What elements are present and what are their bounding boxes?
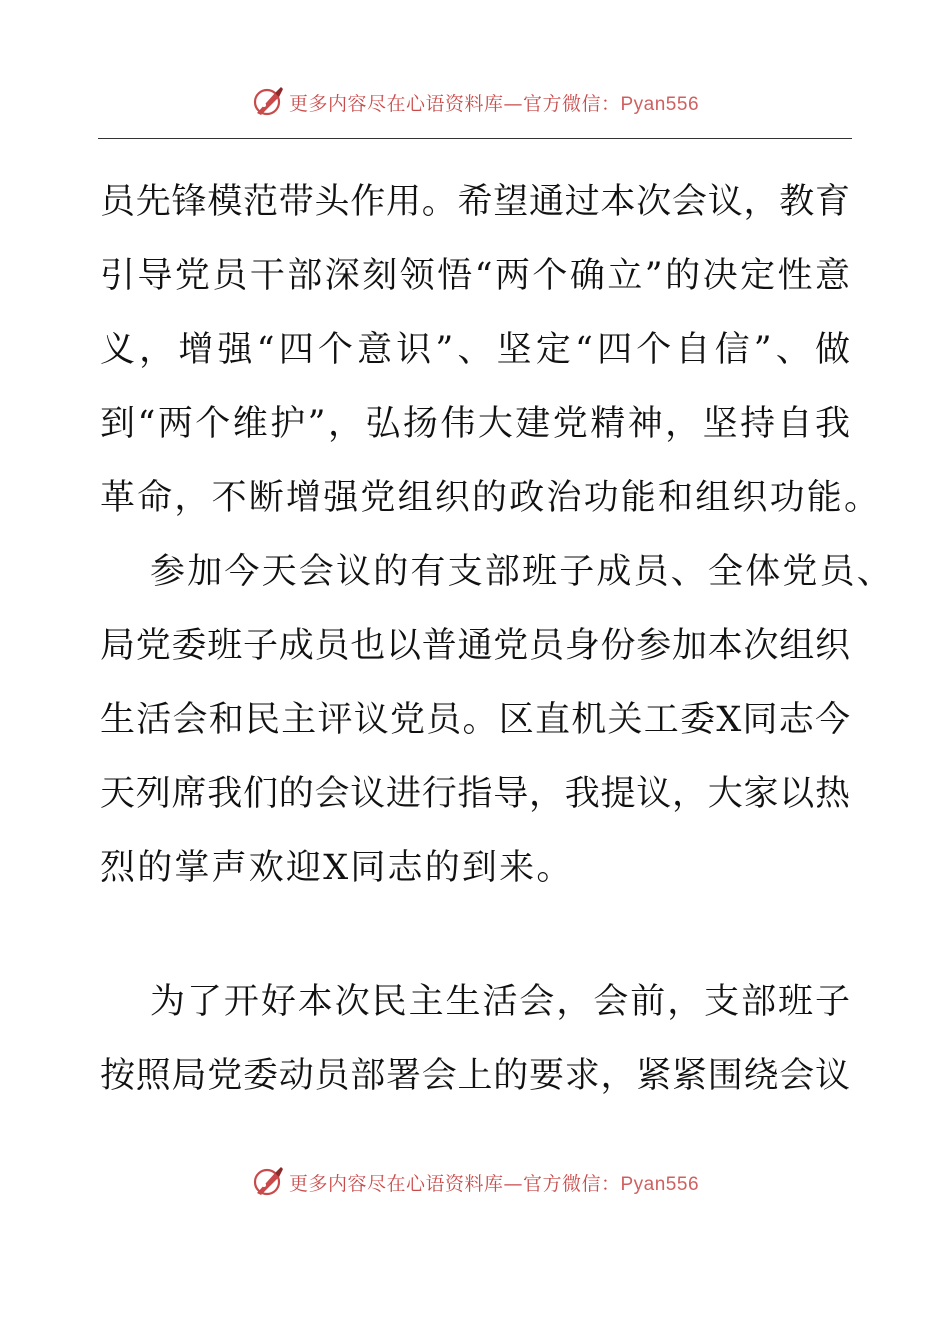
footer-dash: —: [503, 1172, 523, 1195]
pen-logo-icon: [251, 85, 285, 119]
paragraph-3: [100, 965, 860, 1113]
text-line: 参加今天会议的有支部班子成员、全体党员、: [150, 552, 895, 592]
text-line: 到“两个维护”，弘扬伟大建党精神，坚持自我: [100, 404, 850, 444]
paragraph-2: [100, 535, 895, 905]
footer-text: [289, 1169, 699, 1196]
paragraph-1: [100, 165, 882, 535]
header-brand: 更多内容尽在心语资料库: [288, 92, 504, 115]
paragraph-gap: [100, 905, 860, 965]
footer-wechat-label: 官方微信：: [522, 1172, 621, 1195]
header-wechat-label: 官方微信：: [522, 92, 621, 115]
text-line: 烈的掌声欢迎X同志的到来。: [100, 848, 574, 888]
text-line: 引导党员干部深刻领悟“两个确立”的决定性意: [100, 256, 850, 296]
text-line: 天列席我们的会议进行指导，我提议，大家以热: [100, 774, 850, 814]
pen-logo-icon: [251, 1165, 285, 1199]
text-line: 按照局党委动员部署会上的要求，紧紧围绕会议: [100, 1056, 850, 1096]
document-body: [100, 165, 895, 1113]
text-line: 革命，不断增强党组织的政治功能和组织功能。: [100, 478, 882, 518]
footer-banner: [0, 1162, 950, 1202]
footer-wechat-id: Pyan556: [620, 1173, 700, 1195]
header-text: [289, 89, 699, 116]
footer-brand: 更多内容尽在心语资料库: [288, 1172, 504, 1195]
text-line: 员先锋模范带头作用。希望通过本次会议，教育: [100, 182, 850, 222]
header-dash: —: [503, 92, 523, 115]
text-line: 生活会和民主评议党员。区直机关工委X同志今: [100, 700, 850, 740]
header-divider: [98, 138, 852, 139]
text-line: 局党委班子成员也以普通党员身份参加本次组织: [100, 626, 850, 666]
header-wechat-id: Pyan556: [620, 93, 700, 115]
text-line: 义，增强“四个意识”、坚定“四个自信”、做: [100, 330, 850, 370]
header-banner: [0, 82, 950, 122]
text-line: 为了开好本次民主生活会，会前，支部班子: [150, 982, 850, 1022]
